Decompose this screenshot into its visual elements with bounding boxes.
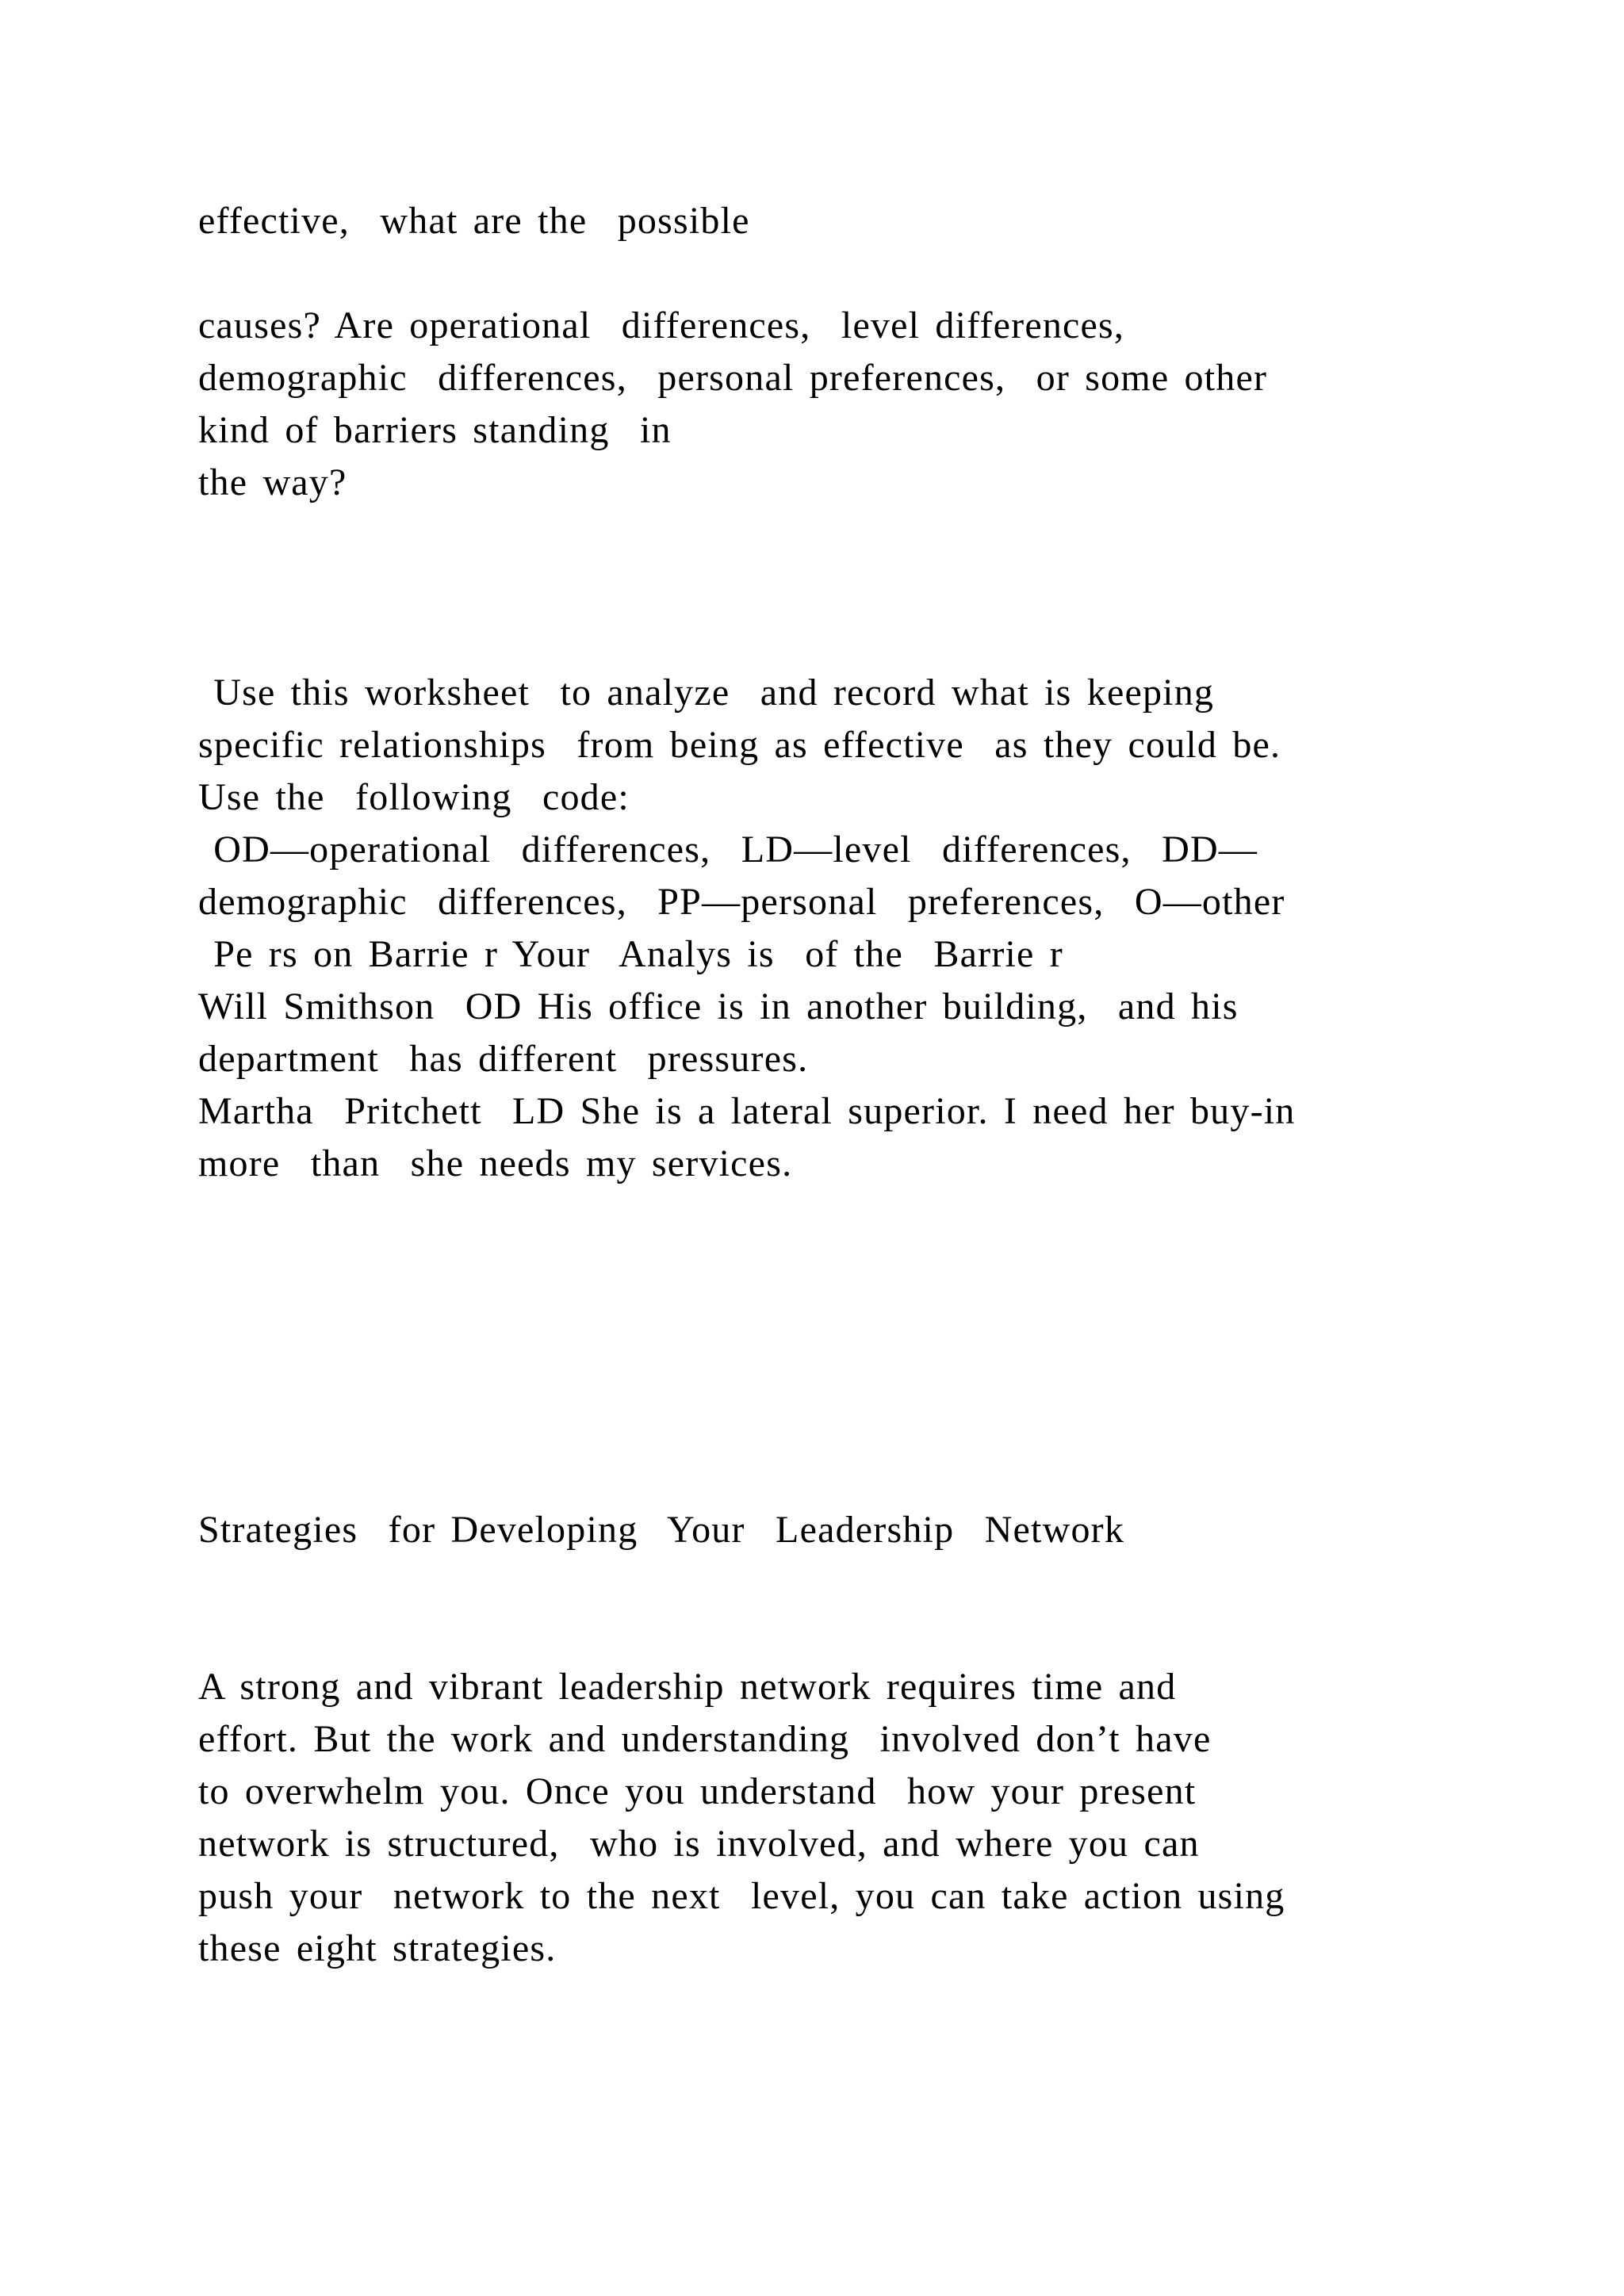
- text-line: these eight strategies.: [198, 1927, 557, 1969]
- text-line: demographic differences, PP—personal preferences, O—other: [198, 881, 1285, 923]
- table-row: Will Smithson OD His office is in another building, and his: [198, 985, 1239, 1027]
- text-line: to overwhelm you. Once you understand how your present: [198, 1770, 1197, 1812]
- table-header-row: Pe rs on Barrie r Your Analys is of the Barrie r: [198, 933, 1063, 975]
- text-line: network is structured, who is involved, and where you can: [198, 1823, 1200, 1865]
- text-line: kind of barriers standing in: [198, 409, 672, 451]
- text-line: the way?: [198, 461, 347, 503]
- text-line: push your network to the next level, you can take action using: [198, 1875, 1285, 1917]
- table-row: Martha Pritchett LD She is a lateral superior. I need her buy-in: [198, 1090, 1296, 1132]
- text-line: effort. But the work and understanding involved don’t have: [198, 1718, 1212, 1760]
- table-row-continuation: department has different pressures.: [198, 1038, 809, 1080]
- text-line: OD—operational differences, LD—level differences, DD—: [198, 828, 1258, 871]
- table-row-continuation: more than she needs my services.: [198, 1142, 793, 1184]
- text-line: Use the following code:: [198, 776, 630, 818]
- text-line: A strong and vibrant leadership network requires time and: [198, 1666, 1177, 1708]
- text-line: specific relationships from being as effective as they could be.: [198, 724, 1281, 766]
- section-heading: Strategies for Developing Your Leadership Network: [198, 1509, 1125, 1551]
- text-line: demographic differences, personal preferences, or some other: [198, 357, 1268, 399]
- text-line: Use this worksheet to analyze and record what is keeping: [198, 672, 1215, 714]
- text-line: causes? Are operational differences, level differences,: [198, 304, 1125, 346]
- text-line: effective, what are the possible: [198, 200, 750, 242]
